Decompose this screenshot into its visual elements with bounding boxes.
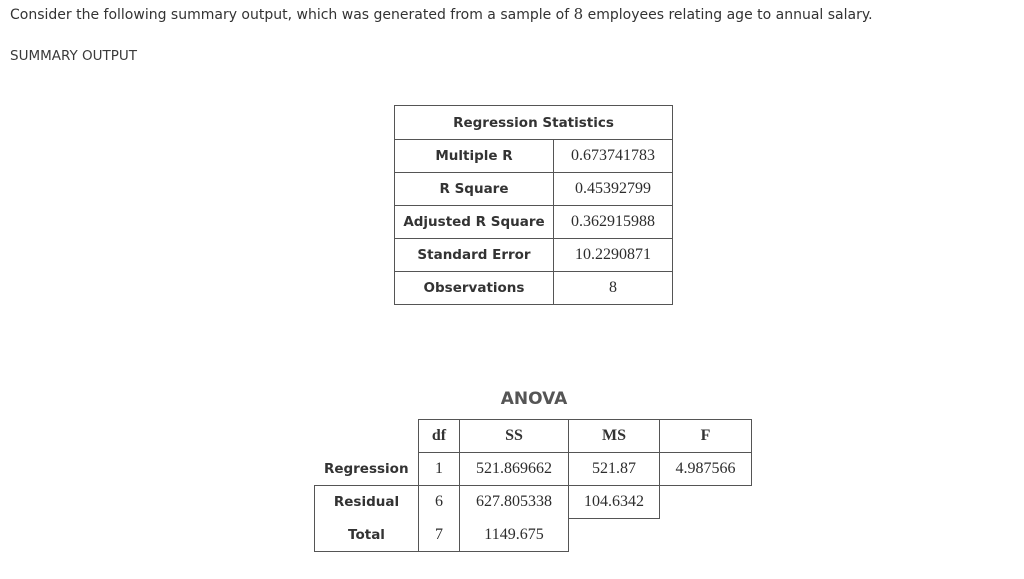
stat-label-r-square: R Square (395, 173, 554, 206)
anova-row-label-regression: Regression (323, 460, 409, 477)
anova-ss-total: 1149.675 (460, 519, 569, 552)
anova-df-residual: 6 (419, 486, 460, 519)
anova-header-df: df (419, 420, 460, 453)
anova-row-label-total: Total (315, 519, 419, 552)
summary-output-label: SUMMARY OUTPUT (10, 48, 138, 64)
stat-label-multiple-r: Multiple R (395, 140, 554, 173)
stat-value-adjusted-r-square: 0.362915988 (554, 206, 673, 239)
table-row (395, 140, 673, 173)
stat-label-adjusted-r-square: Adjusted R Square (395, 206, 554, 239)
table-row (315, 519, 752, 552)
sample-size: 8 (573, 5, 584, 23)
question-text (10, 5, 873, 23)
anova-ss-regression: 521.869662 (460, 453, 569, 486)
anova-ss-residual: 627.805338 (460, 486, 569, 519)
table-row (395, 206, 673, 239)
question-text-before: Consider the following summary output, which was generated from a sample of (10, 7, 574, 23)
table-row (395, 272, 673, 305)
anova-table (314, 419, 752, 552)
stat-label-observations: Observations (395, 272, 554, 305)
table-row (395, 239, 673, 272)
anova-df-regression: 1 (419, 453, 460, 486)
anova-df-total: 7 (419, 519, 460, 552)
stat-label-standard-error: Standard Error (395, 239, 554, 272)
anova-ms-regression: 521.87 (569, 453, 660, 486)
stat-value-observations: 8 (554, 272, 673, 305)
anova-header-f: F (660, 420, 752, 453)
regression-statistics-title: Regression Statistics (395, 106, 673, 140)
table-row (315, 486, 752, 519)
question-text-after: employees relating age to annual salary. (583, 7, 873, 23)
anova-ms-residual: 104.6342 (569, 486, 660, 519)
anova-f-regression: 4.987566 (660, 453, 752, 486)
anova-header-ms: MS (569, 420, 660, 453)
table-row (395, 173, 673, 206)
stat-value-multiple-r: 0.673741783 (554, 140, 673, 173)
anova-header-ss: SS (460, 420, 569, 453)
anova-header-row (315, 420, 752, 453)
anova-title: ANOVA (500, 389, 568, 409)
table-row (315, 453, 752, 486)
stat-value-r-square: 0.45392799 (554, 173, 673, 206)
regression-statistics-table (394, 105, 673, 305)
anova-row-label-residual: Residual (315, 486, 419, 519)
stat-value-standard-error: 10.2290871 (554, 239, 673, 272)
